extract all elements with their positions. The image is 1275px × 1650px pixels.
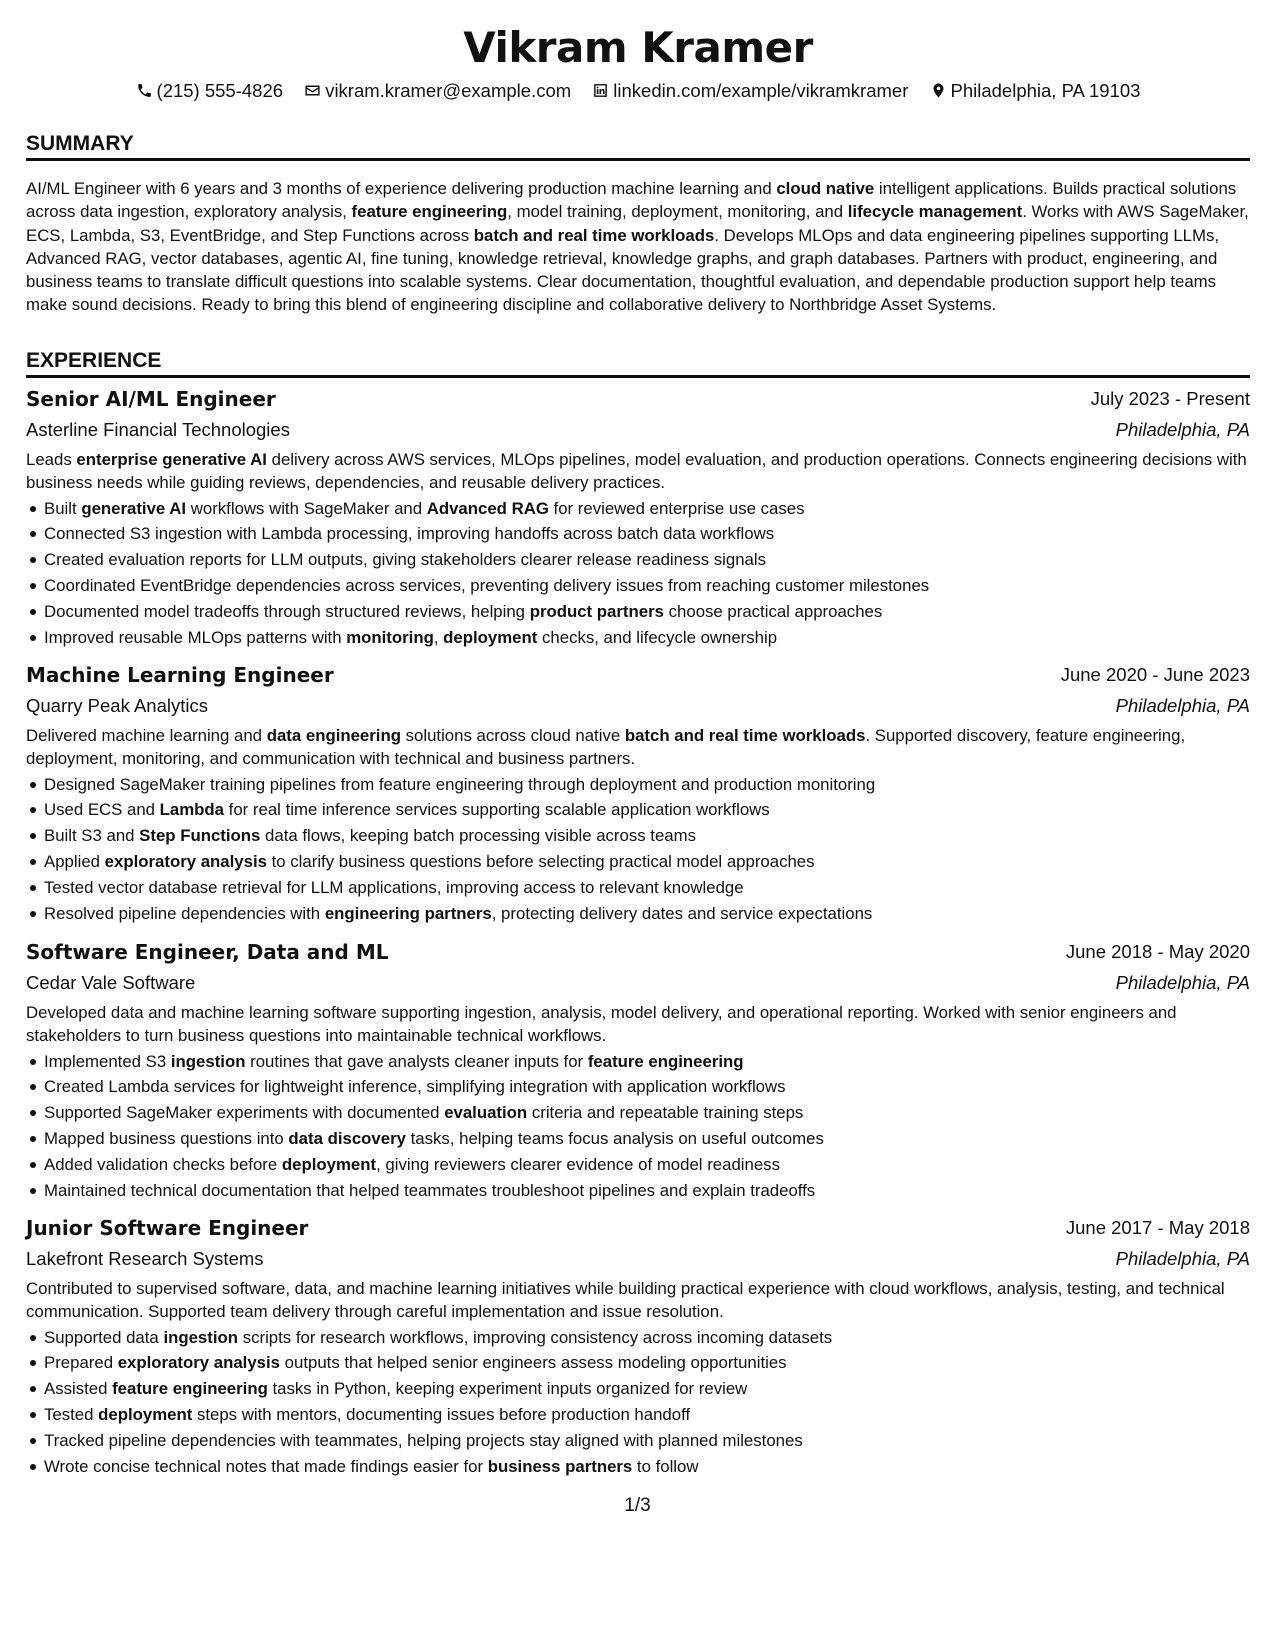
bullet-emphasis: generative AI	[81, 498, 187, 518]
segment-emphasis: batch and real time workloads	[473, 225, 715, 245]
bullet-text: Wrote concise technical notes that made findings easier for	[44, 1456, 488, 1476]
job-dates: June 2017 - May 2018	[1065, 1217, 1250, 1238]
job-title: Software Engineer, Data and ML	[26, 940, 389, 964]
bullet-text: Used ECS and	[44, 800, 160, 820]
bullet-emphasis: exploratory analysis	[104, 851, 267, 871]
job-description	[26, 448, 1250, 495]
bullet-emphasis: evaluation	[444, 1103, 528, 1123]
bullet-text: Applied	[44, 851, 105, 871]
bullet-text: Created Lambda services for lightweight inference, simplifying integration with application workflows	[44, 1077, 786, 1097]
segment-emphasis: cloud native	[776, 179, 875, 198]
bullet-text: Supported data	[44, 1327, 164, 1347]
page-number: 1/3	[624, 1495, 651, 1516]
job-dates: July 2023 - Present	[1090, 388, 1250, 409]
segment-text: delivery across AWS services, MLOps pipelines, model evaluation, and production operations. Connects engineering decisions with business needs while guiding reviews, dependencies, and reusable delivery practices.	[26, 450, 1247, 493]
job-company: Cedar Vale Software	[26, 972, 196, 993]
job-title: Senior AI/ML Engineer	[26, 387, 276, 411]
bullet-emphasis: exploratory analysis	[117, 1353, 281, 1373]
bullet-text: Tested vector database retrieval for LLM applications, improving access to relevant knowledge	[44, 877, 744, 897]
bullet-text: choose practical approaches	[663, 601, 883, 621]
segment-emphasis: feature engineering	[351, 202, 508, 222]
contact-location-text: Philadelphia, PA 19103	[950, 80, 1141, 101]
job-title: Machine Learning Engineer	[26, 663, 334, 687]
experience-divider	[26, 375, 1250, 378]
segment-text: Leads	[26, 450, 77, 469]
bullet-emphasis: ingestion	[163, 1327, 239, 1347]
segment-emphasis: data engineering	[266, 726, 401, 745]
contact-linkedin[interactable]	[592, 78, 908, 104]
contact-email-text: vikram.kramer@example.com	[325, 80, 572, 101]
bullet-emphasis: deployment	[98, 1404, 193, 1424]
segment-text: solutions across cloud native	[400, 726, 625, 745]
bullet-emphasis: Step Functions	[139, 826, 261, 846]
bullet-text: Mapped business questions into	[44, 1128, 289, 1148]
bullet-emphasis: monitoring	[346, 627, 434, 647]
bullet-item	[26, 1049, 1250, 1075]
bullet-emphasis: business partners	[487, 1456, 633, 1476]
bullet-text: workflows with SageMaker and	[186, 498, 427, 518]
bullet-text: tasks, helping teams focus analysis on useful outcomes	[405, 1128, 824, 1148]
experience-heading: EXPERIENCE	[26, 349, 162, 372]
contact-phone[interactable]	[136, 78, 284, 104]
segment-text: . Supported discovery, feature engineering, deployment, monitoring, and communication with technical and business partners.	[26, 726, 1186, 769]
bullet-text: for real time inference services supporting scalable application workflows	[224, 800, 770, 820]
bullet-item	[26, 797, 1250, 823]
bullet-item	[26, 573, 1250, 599]
bullet-emphasis: engineering partners	[324, 903, 492, 923]
phone-icon	[136, 82, 153, 99]
job-company: Lakefront Research Systems	[26, 1248, 264, 1269]
segment-text: AI/ML Engineer with 6 years and 3 months of experience delivering production machine learning and	[26, 179, 777, 198]
bullet-item	[26, 1454, 1250, 1480]
envelope-icon	[304, 82, 321, 99]
job-description	[26, 724, 1250, 771]
contact-location	[930, 78, 1141, 104]
summary-heading: SUMMARY	[26, 132, 134, 155]
bullet-emphasis: deployment	[443, 627, 538, 647]
bullet-text: routines that gave analysts cleaner inputs for	[245, 1051, 588, 1071]
bullet-text: Created evaluation reports for LLM outputs, giving stakeholders clearer release readiness signals	[44, 550, 766, 570]
bullet-item	[26, 1376, 1250, 1402]
job-bullets	[26, 496, 1250, 651]
job-company: Quarry Peak Analytics	[26, 695, 208, 716]
job-company: Asterline Financial Technologies	[26, 419, 290, 440]
job-location: Philadelphia, PA	[1115, 695, 1250, 716]
job-entry	[26, 660, 1250, 926]
bullet-text: , giving reviewers clearer evidence of model readiness	[376, 1154, 780, 1174]
job-bullets	[26, 1325, 1250, 1480]
bullet-item	[26, 521, 1250, 547]
job-description	[26, 1277, 1250, 1324]
segment-text: intelligent applications. Builds practical solutions across data ingestion, exploratory analysis,	[26, 179, 1237, 222]
bullet-text: for reviewed enterprise use cases	[548, 498, 805, 518]
bullet-text: Tracked pipeline dependencies with teammates, helping projects stay aligned with planned milestones	[44, 1430, 803, 1450]
segment-text: , model training, deployment, monitoring, and	[507, 202, 848, 222]
segment-emphasis: enterprise generative AI	[76, 450, 267, 469]
bullet-item	[26, 772, 1250, 798]
bullet-item	[26, 599, 1250, 625]
bullet-item	[26, 1325, 1250, 1351]
bullet-item	[26, 1100, 1250, 1126]
bullet-text: to follow	[632, 1456, 699, 1476]
bullet-text: scripts for research workflows, improving consistency across incoming datasets	[238, 1327, 833, 1347]
bullet-text: Built	[44, 498, 82, 518]
bullet-emphasis: data discovery	[288, 1128, 406, 1148]
bullet-emphasis: product partners	[529, 601, 664, 621]
bullet-text: Designed SageMaker training pipelines from feature engineering through deployment and production monitoring	[44, 774, 876, 794]
contact-bar	[26, 78, 1250, 104]
bullet-text: Implemented S3	[44, 1051, 171, 1071]
segment-emphasis: lifecycle management	[847, 202, 1023, 222]
bullet-text: tasks in Python, keeping experiment inputs organized for review	[267, 1379, 748, 1399]
job-entry	[26, 384, 1250, 650]
job-entry	[26, 937, 1250, 1203]
job-location: Philadelphia, PA	[1115, 1248, 1250, 1269]
bullet-emphasis: Lambda	[159, 800, 225, 820]
bullet-item	[26, 1402, 1250, 1428]
bullet-text: Prepared	[44, 1353, 118, 1373]
bullet-emphasis: feature engineering	[112, 1379, 268, 1399]
bullet-text: Resolved pipeline dependencies with	[44, 903, 325, 923]
bullet-emphasis: feature engineering	[587, 1051, 744, 1071]
bullet-text: to clarify business questions before selecting practical model approaches	[266, 851, 815, 871]
bullet-item	[26, 496, 1250, 522]
bullet-text: Tested	[44, 1404, 99, 1424]
bullet-item	[26, 1428, 1250, 1454]
bullet-item	[26, 1152, 1250, 1178]
bullet-text: checks, and lifecycle ownership	[537, 627, 778, 647]
job-dates: June 2020 - June 2023	[1060, 664, 1250, 685]
map-pin-icon	[930, 82, 947, 99]
bullet-item	[26, 823, 1250, 849]
bullet-text: ,	[433, 627, 444, 647]
bullet-emphasis: ingestion	[170, 1051, 246, 1071]
bullet-text: Assisted	[44, 1379, 113, 1399]
summary-text	[26, 177, 1250, 317]
candidate-name: Vikram Kramer	[463, 23, 813, 72]
bullet-text: Coordinated EventBridge dependencies across services, preventing delivery issues from reaching customer milestones	[44, 575, 930, 595]
bullet-item	[26, 901, 1250, 927]
job-location: Philadelphia, PA	[1115, 419, 1250, 440]
bullet-text: steps with mentors, documenting issues before production handoff	[192, 1404, 691, 1424]
bullet-text: Added validation checks before	[44, 1154, 282, 1174]
job-title: Junior Software Engineer	[26, 1216, 309, 1240]
contact-phone-text: (215) 555-4826	[156, 80, 284, 101]
bullet-text: outputs that helped senior engineers assess modeling opportunities	[280, 1353, 787, 1373]
bullet-text: Supported SageMaker experiments with documented	[44, 1103, 445, 1123]
bullet-text: Maintained technical documentation that helped teammates troubleshoot pipelines and explain tradeoffs	[44, 1180, 816, 1200]
segment-text: . Develops MLOps and data engineering pipelines supporting LLMs, Advanced RAG, vector databases, agentic AI, fine tuning, knowledge retrieval, knowledge graphs, and graph databases. Partners with product, engineering, and business teams to translate difficult questions into scalable systems. Clear documentation, thoughtful evaluation, and dependable production support help teams make sound decisions. Ready to bring this blend of engineering discipline and collaborative delivery to Northbridge Asset Systems.	[26, 225, 1220, 315]
bullet-emphasis: Advanced RAG	[426, 498, 549, 518]
bullet-text: Improved reusable MLOps patterns with	[44, 627, 347, 647]
segment-text: Developed data and machine learning software supporting ingestion, analysis, model delivery, and operational reporting. Worked with senior engineers and stakeholders to turn business questions into maintainable technical workflows.	[26, 1003, 1177, 1046]
bullet-text: Documented model tradeoffs through structured reviews, helping	[44, 601, 530, 621]
bullet-text: Built S3 and	[44, 826, 140, 846]
bullet-text: criteria and repeatable training steps	[527, 1103, 804, 1123]
job-bullets	[26, 772, 1250, 927]
bullet-item	[26, 1178, 1250, 1204]
linkedin-icon	[592, 82, 609, 99]
contact-linkedin-text: linkedin.com/example/vikramkramer	[613, 80, 909, 101]
bullet-item	[26, 625, 1250, 651]
bullet-item	[26, 1074, 1250, 1100]
bullet-text: data flows, keeping batch processing visible across teams	[260, 826, 696, 846]
summary-divider	[26, 158, 1250, 161]
segment-text: Delivered machine learning and	[26, 726, 267, 745]
bullet-emphasis: deployment	[281, 1154, 377, 1174]
job-bullets	[26, 1049, 1250, 1204]
bullet-text: Connected S3 ingestion with Lambda processing, improving handoffs across batch data workflows	[44, 524, 775, 544]
bullet-item	[26, 1126, 1250, 1152]
bullet-item	[26, 1350, 1250, 1376]
job-dates: June 2018 - May 2020	[1065, 941, 1250, 962]
bullet-item	[26, 849, 1250, 875]
job-entry	[26, 1213, 1250, 1479]
bullet-item	[26, 547, 1250, 573]
segment-text: Contributed to supervised software, data, and machine learning initiatives while building practical experience with cloud workflows, analysis, testing, and technical communication. Supported team delivery through careful implementation and issue resolution.	[26, 1279, 1225, 1322]
segment-emphasis: batch and real time workloads	[624, 726, 866, 745]
job-location: Philadelphia, PA	[1115, 972, 1250, 993]
bullet-text: , protecting delivery dates and service expectations	[491, 903, 873, 923]
job-description	[26, 1001, 1250, 1048]
segment-text: . Works with AWS SageMaker, ECS, Lambda, S3, EventBridge, and Step Functions across	[26, 202, 1249, 245]
contact-email[interactable]	[304, 78, 571, 104]
bullet-item	[26, 875, 1250, 901]
